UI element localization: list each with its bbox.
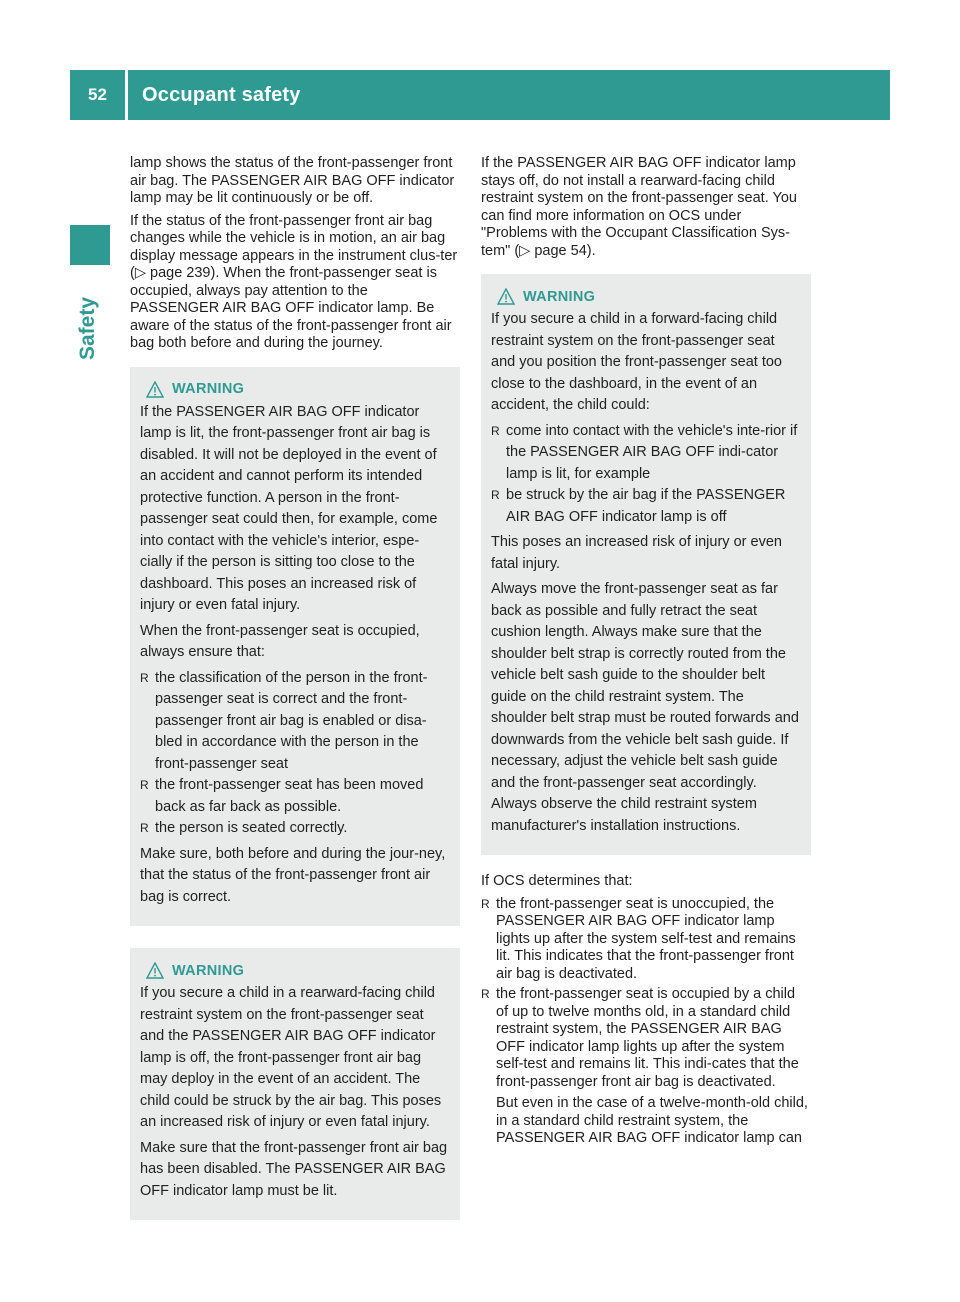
list-item: R be struck by the air bag if the PASSENGER AIR BAG OFF indicator lamp is off xyxy=(491,487,786,525)
right-paragraph-1: If the PASSENGER AIR BAG OFF indicator lamp stays off, do not install a rearward-facing child restraint system on the front-passenger seat. You can find more information on OCS under "Problems with the Occupant Classification Sys-tem" (▷ page 54). xyxy=(481,155,797,259)
warning-box-2 xyxy=(130,948,460,1220)
right-paragraph-3: But even in the case of a twelve-month-old child, in a standard child restraint system, the PASSENGER AIR BAG OFF indicator lamp can xyxy=(496,1095,808,1146)
warning-text: If you secure a child in a forward-facing child restraint system on the front-passenger seat and you position the front-passenger seat too close to the dashboard, in the event of an accident, the child could: xyxy=(491,311,782,413)
ocs-bullet-list xyxy=(481,896,811,1092)
list-item: R the front-passenger seat has been moved back as far back as possible. xyxy=(140,777,424,815)
warning-text: Make sure that the front-passenger front air bag has been disabled. The PASSENGER AIR BAG OFF indicator lamp must be lit. xyxy=(140,1139,448,1199)
warning-triangle-icon xyxy=(497,288,515,305)
bullet-r-icon: R xyxy=(481,896,490,911)
warning-text: Always move the front-passenger seat as far back as possible and fully retract the seat cushion length. Always make sure that the shoulder belt strap is correctly routed from the vehicle belt sash guide to the shoulder belt guide on the child restraint system. The shoulder belt strap must be routed forwards and downwards from the vehicle belt sash guide. If necessary, adjust the vehicle belt sash guide and the front-passenger seat accordingly. Always observe the child restraint system manufacturer's installation instructions. xyxy=(491,581,799,834)
warning-text: If you secure a child in a rearward-facing child restraint system on the front-passenger seat and the PASSENGER AIR BAG OFF indicator lamp is off, the front-passenger front air bag may deploy in the event of an accident. The child could be struck by the air bag. This poses an increased risk of injury or even fatal injury. xyxy=(140,985,442,1130)
warning-title: WARNING xyxy=(172,381,245,397)
header-divider xyxy=(125,70,128,120)
bullet-r-icon: R xyxy=(140,778,149,792)
page-header xyxy=(70,70,890,120)
bullet-r-icon: R xyxy=(491,423,500,438)
warning-bullet-list xyxy=(491,421,801,529)
warning-text: This poses an increased risk of injury or even fatal injury. xyxy=(491,534,782,572)
warning-box-3 xyxy=(481,274,811,855)
list-item: R the person is seated correctly. xyxy=(140,818,450,840)
left-paragraph-2: If the status of the front-passenger front air bag changes while the vehicle is in motion, an air bag display message appears in the instrument clus-ter (▷ page 239). When the front-passenger seat is occupied, always pay attention to the PASSENGER AIR BAG OFF indicator lamp. Be aware of the status of the front-passenger front air bag both before and during the journey. xyxy=(130,212,458,351)
left-column xyxy=(130,155,460,1220)
warning-title: WARNING xyxy=(172,962,245,979)
warning-text: Make sure, both before and during the jour-ney, that the status of the front-passenger front air bag is correct. xyxy=(140,845,446,905)
bullet-r-icon: R xyxy=(140,821,149,835)
warning-header xyxy=(140,381,450,398)
warning-text: When the front-passenger seat is occupied, always ensure that: xyxy=(140,622,420,660)
list-item: R the front-passenger seat is occupied by a child of up to twelve months old, in a standard child restraint system, the PASSENGER AIR BAG OFF indicator lamp lights up after the system self-test and remains lit. This indi-cates that the front-passenger front air bag is deactivated. xyxy=(481,986,799,1090)
bullet-r-icon: R xyxy=(491,488,500,502)
warning-bullet-list xyxy=(140,668,450,840)
warning-text: If the PASSENGER AIR BAG OFF indicator lamp is lit, the front-passenger front air bag is disabled. It will not be deployed in the event of an accident and cannot perform its intended protective function. A person in the front-passenger seat could then, for example, come into contact with the vehicle's interior, espe-cially if the person is sitting too close to the dashboard. This poses an increased risk of injury or even fatal injury. xyxy=(140,403,438,613)
warning-box-1 xyxy=(130,367,460,927)
side-tab-block xyxy=(70,225,110,265)
right-column xyxy=(481,155,811,1153)
left-paragraph-1: lamp shows the status of the front-passenger front air bag. The PASSENGER AIR BAG OFF indicator lamp may be lit continuously or be off. xyxy=(130,155,455,206)
bullet-r-icon: R xyxy=(140,670,149,685)
bullet-r-icon: R xyxy=(481,987,490,1001)
list-item: R the front-passenger seat is unoccupied, the PASSENGER AIR BAG OFF indicator lamp lights up after the system self-test and remains lit. This indicates that the front-passenger front air bag is deactivated. xyxy=(481,895,796,982)
right-paragraph-2: If OCS determines that: xyxy=(481,873,633,889)
warning-header xyxy=(491,288,801,305)
warning-title: WARNING xyxy=(523,288,596,305)
warning-triangle-icon xyxy=(146,962,164,979)
page-number: 52 xyxy=(88,85,107,104)
warning-header xyxy=(140,962,450,979)
list-item: R come into contact with the vehicle's inte-rior if the PASSENGER AIR BAG OFF indi-cator lamp is lit, for example xyxy=(491,422,798,482)
section-title: Occupant safety xyxy=(142,84,301,106)
warning-triangle-icon xyxy=(146,381,164,398)
list-item: R the classification of the person in the front-passenger seat is correct and the front-passenger front air bag is enabled or disa-bled in accordance with the person in the front-passenger seat xyxy=(140,669,428,772)
side-tab-label: Safety xyxy=(76,296,99,360)
